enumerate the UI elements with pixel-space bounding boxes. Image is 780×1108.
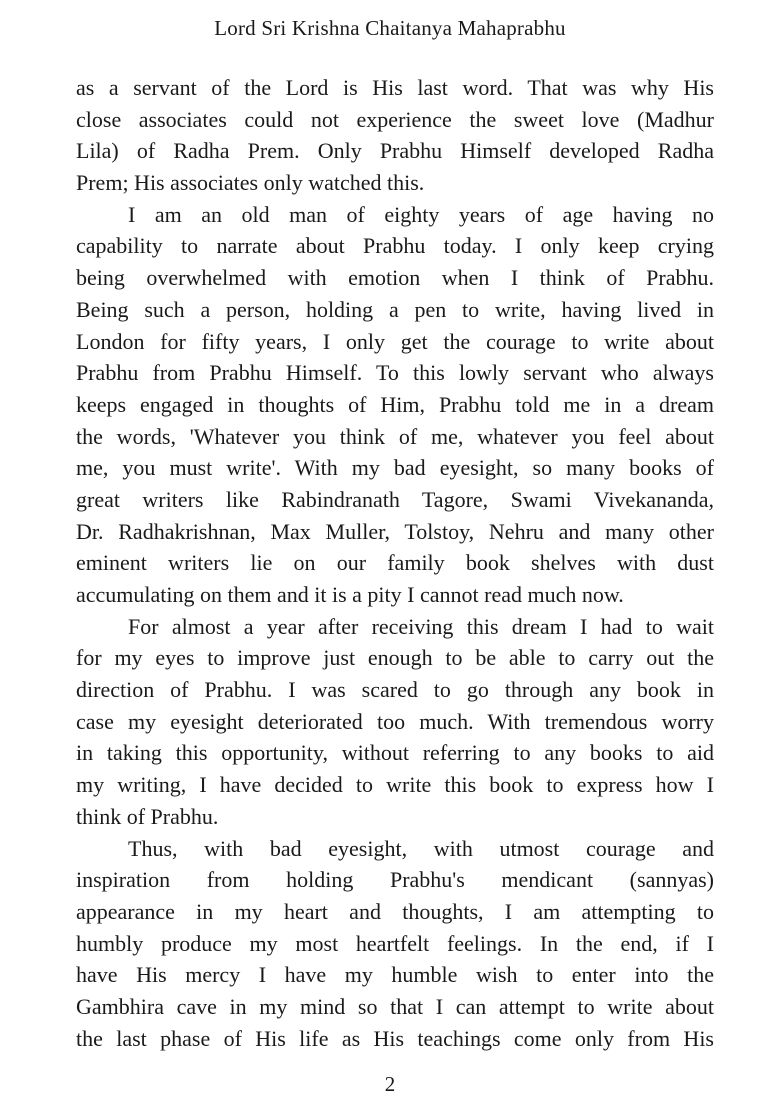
text-line: have His mercy I have my humble wish to enter into the xyxy=(76,962,714,988)
text-line: my writing, I have decided to write this book to express how I xyxy=(76,772,714,798)
paragraph xyxy=(76,611,714,833)
text-line: in taking this opportunity, without referring to any books to aid xyxy=(76,740,714,766)
paragraph xyxy=(76,833,714,1055)
text-line: the words, 'Whatever you think of me, whatever you feel about xyxy=(76,423,714,449)
text-line: for my eyes to improve just enough to be able to carry out the xyxy=(76,645,714,671)
text-line: the last phase of His life as His teachings come only from His xyxy=(76,1025,714,1051)
paragraph xyxy=(76,199,714,611)
running-header: Lord Sri Krishna Chaitanya Mahaprabhu xyxy=(214,16,566,40)
text-line: inspiration from holding Prabhu's mendicant (sannyas) xyxy=(76,867,714,893)
text-line: keeps engaged in thoughts of Him, Prabhu told me in a dream xyxy=(76,391,714,417)
text-line: capability to narrate about Prabhu today. I only keep crying xyxy=(76,233,714,259)
text-line: Prabhu from Prabhu Himself. To this lowly servant who always xyxy=(76,360,714,386)
text-line: London for fifty years, I only get the courage to write about xyxy=(76,328,714,354)
text-line: close associates could not experience the sweet love (Madhur xyxy=(76,106,714,132)
text-line: humbly produce my most heartfelt feelings. In the end, if I xyxy=(76,930,714,956)
text-line: I am an old man of eighty years of age having no xyxy=(128,201,714,227)
paragraph xyxy=(76,72,714,199)
text-line: think of Prabhu. xyxy=(76,803,219,829)
text-line: eminent writers lie on our family book shelves with dust xyxy=(76,550,714,576)
text-line: Thus, with bad eyesight, with utmost courage and xyxy=(128,835,714,861)
text-line: appearance in my heart and thoughts, I am attempting to xyxy=(76,898,714,924)
text-line: Dr. Radhakrishnan, Max Muller, Tolstoy, Nehru and many other xyxy=(76,518,714,544)
text-line: Prem; His associates only watched this. xyxy=(76,170,425,196)
text-line: For almost a year after receiving this dream I had to wait xyxy=(128,613,714,639)
text-line: Lila) of Radha Prem. Only Prabhu Himself developed Radha xyxy=(76,138,714,164)
page-number: 2 xyxy=(384,1072,396,1096)
text-line: me, you must write'. With my bad eyesight, so many books of xyxy=(76,455,714,481)
body-text xyxy=(76,72,714,1054)
text-line: being overwhelmed with emotion when I think of Prabhu. xyxy=(76,265,714,291)
text-line: Being such a person, holding a pen to write, having lived in xyxy=(76,296,714,322)
text-line: Gambhira cave in my mind so that I can attempt to write about xyxy=(76,993,714,1019)
text-line: great writers like Rabindranath Tagore, Swami Vivekananda, xyxy=(76,486,714,512)
text-line: as a servant of the Lord is His last word. That was why His xyxy=(76,75,714,100)
text-line: direction of Prabhu. I was scared to go through any book in xyxy=(76,677,714,703)
text-line: case my eyesight deteriorated too much. With tremendous worry xyxy=(76,708,714,734)
text-line: accumulating on them and it is a pity I cannot read much now. xyxy=(76,582,624,607)
